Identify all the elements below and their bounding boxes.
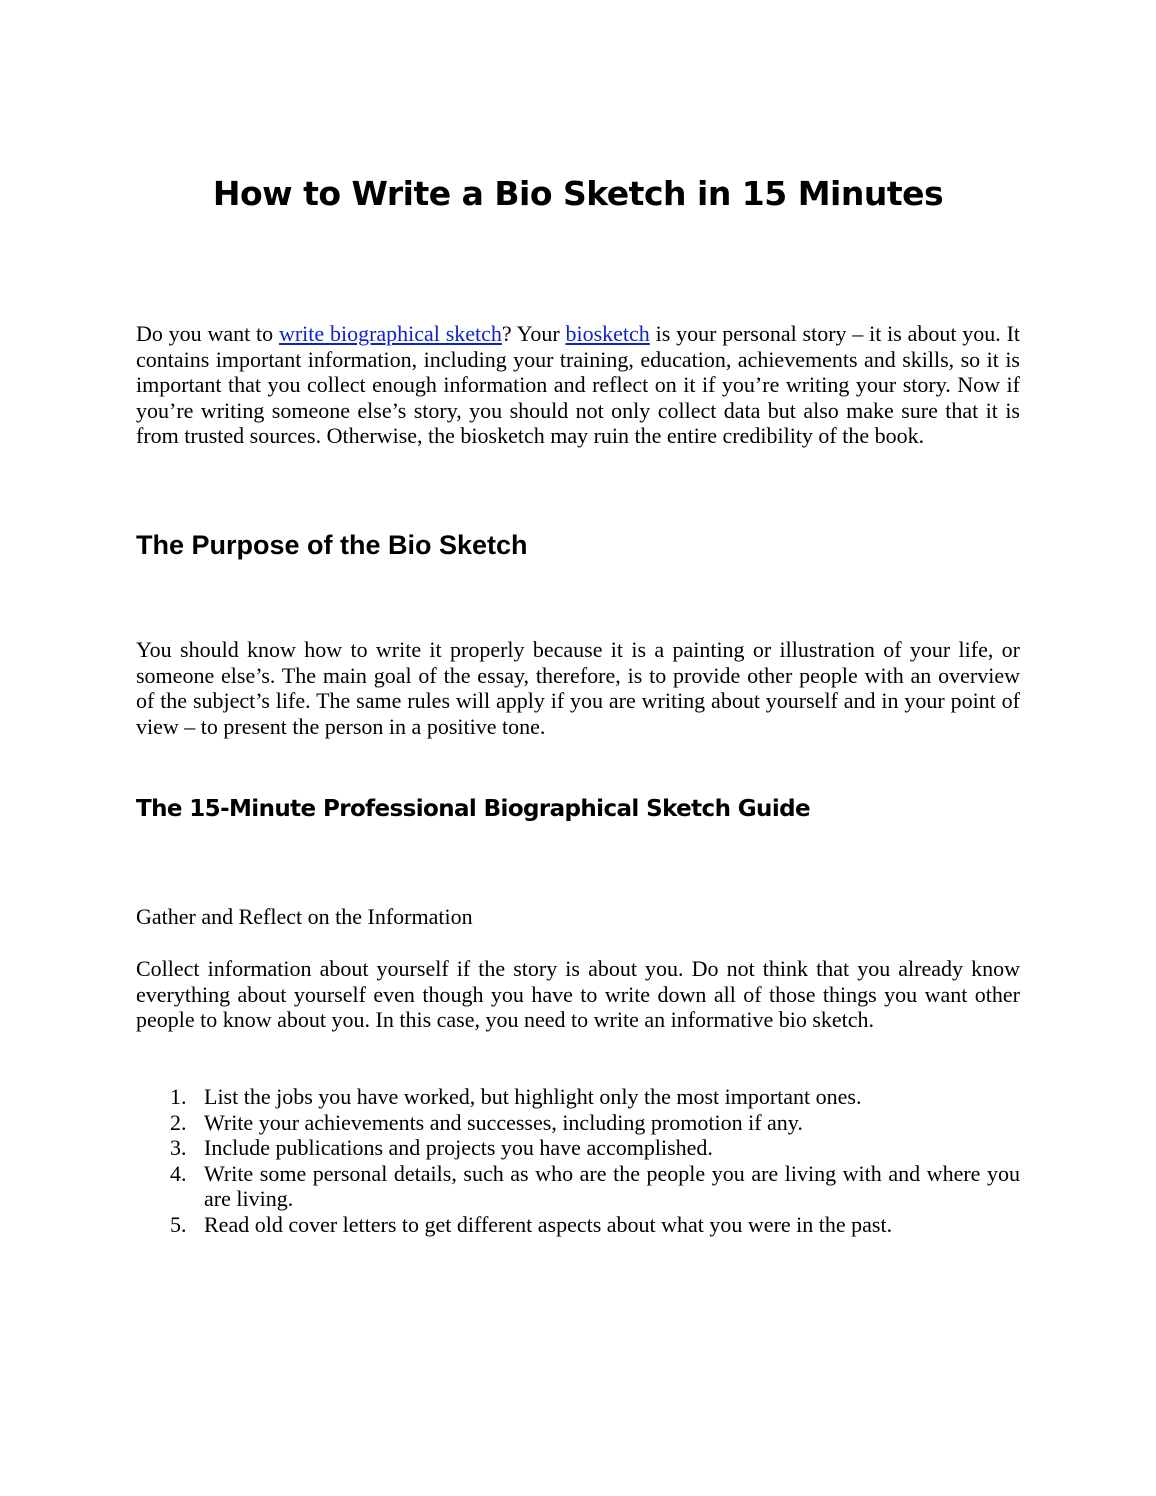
write-biographical-sketch-link[interactable]: write biographical sketch bbox=[278, 321, 502, 346]
guide-heading: The 15-Minute Professional Biographical Sketch Guide bbox=[136, 796, 810, 822]
guide-list bbox=[136, 1084, 1020, 1238]
list-item bbox=[136, 1110, 1020, 1136]
list-item-text: List the jobs you have worked, but highlight only the most important ones. bbox=[204, 1084, 862, 1109]
list-number: 5. bbox=[170, 1211, 187, 1237]
list-number: 1. bbox=[170, 1084, 187, 1109]
intro-text-3: is your personal story – it is about you. It contains important information, including your training, education, achievements and skills, so it is important that you collect enough information and reflect on it if you’re writing your story. Now if you’re writing someone else’s story, you should not only collect data but also make sure that it is from trusted sources. Otherwise, the biosketch may ruin the entire credibility of the book. bbox=[136, 321, 1021, 449]
list-item-text: Read old cover letters to get different aspects about what you were in the past. bbox=[204, 1211, 893, 1237]
page-title: How to Write a Bio Sketch in 15 Minutes bbox=[212, 174, 944, 213]
list-item bbox=[136, 1161, 1020, 1212]
list-number: 2. bbox=[170, 1109, 187, 1135]
biosketch-link[interactable]: biosketch bbox=[565, 321, 650, 346]
purpose-heading: The Purpose of the Bio Sketch bbox=[136, 530, 528, 560]
list-item bbox=[136, 1084, 1020, 1110]
purpose-paragraph: You should know how to write it properly because it is a painting or illustration of your life, or someone else’s. The main goal of the essay, therefore, is to provide other people with an overview of the subject’s life. The same rules will apply if you are writing about yourself and in your point of view – to present the person in a positive tone. bbox=[136, 637, 1020, 739]
list-item bbox=[136, 1212, 1020, 1238]
intro-paragraph bbox=[136, 321, 1020, 449]
list-number: 4. bbox=[170, 1160, 187, 1186]
intro-text-2: ? Your bbox=[501, 321, 566, 346]
list-item-text: Write some personal details, such as who are the people you are living with and where you are living. bbox=[204, 1160, 1020, 1212]
gather-paragraph: Collect information about yourself if the story is about you. Do not think that you already know everything about yourself even though you have to write down all of those things you want other people to know about you. In this case, you need to write an informative bio sketch. bbox=[136, 956, 1020, 1033]
list-number: 3. bbox=[170, 1135, 187, 1161]
list-item-text: Write your achievements and successes, including promotion if any. bbox=[204, 1109, 803, 1135]
gather-subheading: Gather and Reflect on the Information bbox=[136, 904, 473, 929]
list-item bbox=[136, 1135, 1020, 1161]
intro-text-1: Do you want to bbox=[136, 321, 279, 346]
list-item-text: Include publications and projects you have accomplished. bbox=[204, 1135, 713, 1161]
